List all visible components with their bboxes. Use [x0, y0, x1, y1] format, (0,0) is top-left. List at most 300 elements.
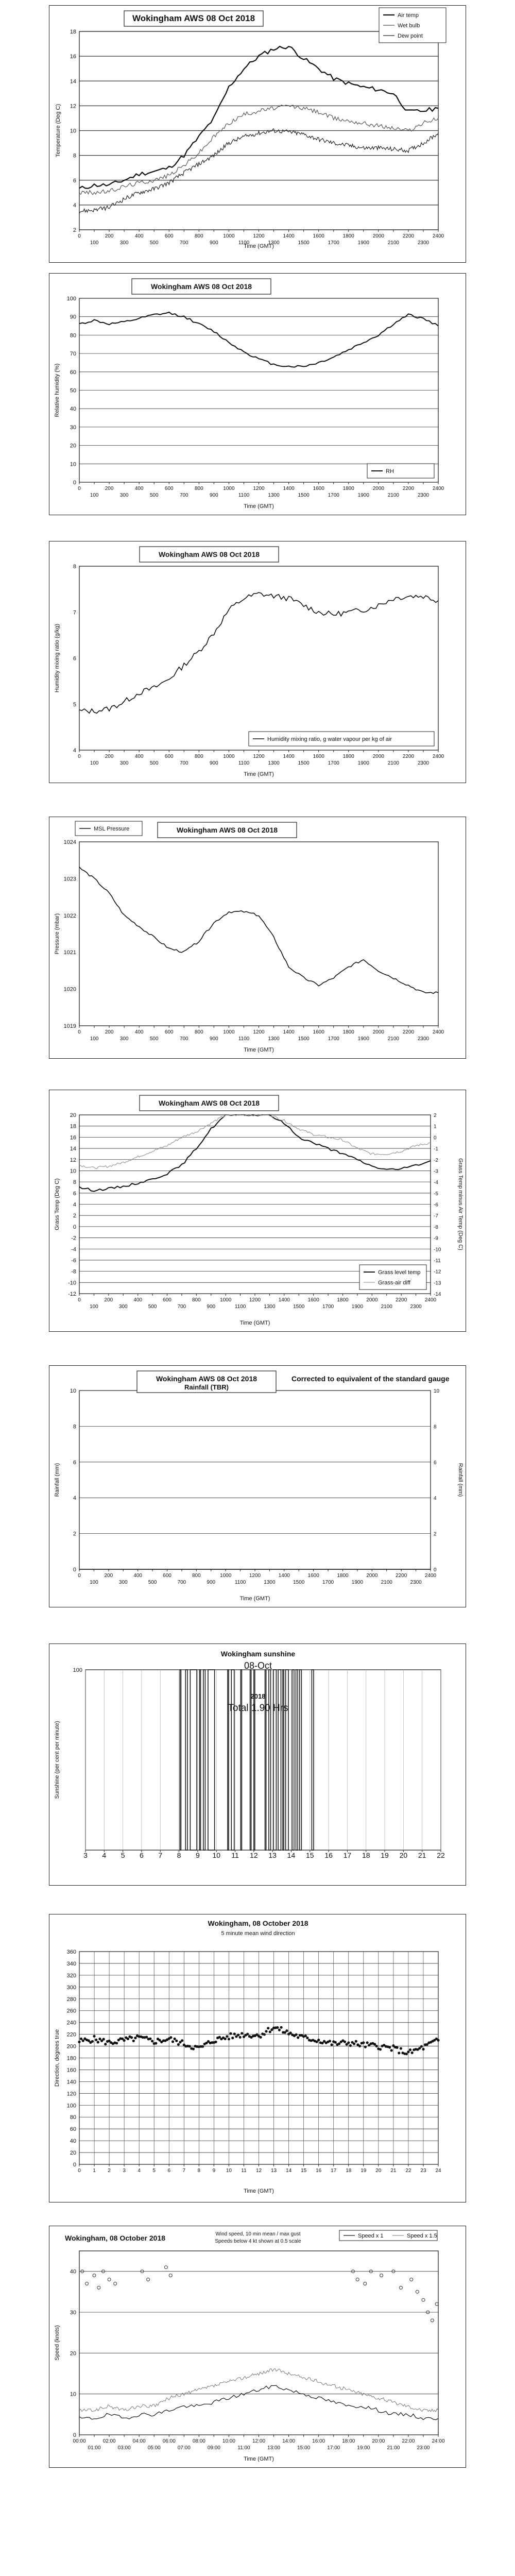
chart-mix-xtick-label: 800 [194, 754, 203, 759]
chart-grass-xtick-label: 1200 [249, 1297, 261, 1303]
chart-grass-xtick-label: 1100 [234, 1304, 246, 1310]
chart-grass-xtick-label: 1000 [220, 1297, 232, 1303]
chart-rain-xtick-label: 2000 [366, 1573, 378, 1579]
chart-rain-xtick-label: 500 [148, 1580, 157, 1585]
chart-wdir-ytick-label: 40 [70, 2138, 76, 2145]
chart-rain-xaxis-title: Time (GMT) [239, 1596, 270, 1602]
chart-pres-ytick-label: 1024 [63, 839, 76, 845]
chart-mix-xtick-label: 2000 [372, 754, 384, 759]
chart-temp-xtick-label: 2300 [417, 240, 430, 246]
chart-wspd-ytick-label: 10 [70, 2391, 76, 2398]
chart-wdir-point [269, 2030, 271, 2033]
chart-mix-title: Wokingham AWS 08 Oct 2018 [158, 550, 260, 558]
chart-wdir-point [174, 2038, 176, 2040]
chart-grass-y2tick-label: -8 [434, 1224, 438, 1230]
chart-wdir-title: Wokingham, 08 October 2018 [208, 1919, 308, 1927]
chart-wdir-xtick-label: 21 [390, 2168, 397, 2174]
chart-wdir-point [295, 2033, 298, 2036]
chart-grass-xtick-label: 300 [118, 1304, 128, 1310]
chart-rain-xtick-label: 900 [207, 1580, 216, 1585]
chart-wdir-xtick-label: 3 [123, 2168, 126, 2174]
chart-wspd-xtick-label: 21:00 [387, 2445, 400, 2451]
chart-wdir-point [260, 2036, 262, 2039]
chart-pres-xtick-label: 1600 [313, 1029, 324, 1035]
chart-wdir-xtick-label: 9 [212, 2168, 216, 2174]
chart-wdir-point [233, 2032, 236, 2035]
chart-wspd-xaxis-title: Time (GMT) [244, 2456, 274, 2462]
chart-wdir-xtick-label: 14 [286, 2168, 292, 2174]
chart-rh-xaxis-title: Time (GMT) [244, 503, 274, 510]
chart-wdir-xtick-label: 12 [255, 2168, 262, 2174]
chart-wdir-ytick-label: 340 [66, 1960, 76, 1967]
chart-wdir-point [355, 2040, 357, 2043]
chart-pres-ytick-label: 1021 [63, 950, 76, 956]
chart-temp-xtick-label: 2400 [432, 233, 444, 239]
chart-wdir-point [398, 2052, 400, 2054]
chart-wdir-point [115, 2042, 118, 2044]
chart-rh-xtick-label: 700 [179, 493, 188, 498]
chart-temp-xtick-label: 300 [119, 240, 129, 246]
chart-rain-xtick-label: 1900 [351, 1580, 364, 1585]
chart-rain-xtick-label: 600 [163, 1573, 171, 1579]
chart-wspd-xtick-label: 03:00 [117, 2445, 131, 2451]
chart-wdir-point [267, 2027, 269, 2029]
chart-rain-title: Wokingham AWS 08 Oct 2018 [156, 1375, 258, 1383]
chart-wdir-point [422, 2048, 424, 2050]
chart-rain-xtick-label: 200 [104, 1573, 113, 1579]
chart-wdir-ytick-label: 0 [73, 2162, 76, 2168]
chart-sun-ytick-label: 100 [73, 1667, 82, 1673]
chart-wdir-point [97, 2041, 99, 2043]
chart-grass-y2tick-label: -6 [434, 1202, 438, 1208]
chart-wdir-point [347, 2041, 350, 2044]
chart-rh-ytick-label: 40 [70, 406, 76, 413]
chart-mix-xtick-label: 0 [78, 754, 81, 759]
chart-sun-xtick-label: 20 [399, 1851, 408, 1859]
chart-wdir-ytick-label: 260 [66, 2008, 76, 2014]
chart-wdir-ytick-label: 240 [66, 2020, 76, 2026]
chart-rain-xtick-label: 1700 [322, 1580, 334, 1585]
chart-rh-ytick-label: 100 [66, 296, 76, 302]
chart-mix-xtick-label: 400 [134, 754, 144, 759]
chart-sun-xtick-label: 14 [287, 1851, 296, 1859]
chart-wspd-xtick-label: 23:00 [417, 2445, 430, 2451]
chart-temp-xtick-label: 400 [134, 233, 144, 239]
sunshine-chart [49, 1643, 466, 1886]
chart-grass-ytick-label: -8 [71, 1268, 76, 1275]
chart-wspd-xtick-label: 18:00 [342, 2438, 355, 2444]
chart-wdir-point [169, 2036, 172, 2039]
chart-pres-xtick-label: 200 [105, 1029, 114, 1035]
chart-rh-xtick-label: 2200 [402, 486, 415, 492]
chart-pres-xtick-label: 2300 [417, 1036, 430, 1042]
chart-rh-xtick-label: 200 [105, 486, 114, 492]
chart-mix-xtick-label: 1500 [298, 760, 310, 766]
chart-temp-xtick-label: 0 [78, 233, 81, 239]
chart-rh-xtick-label: 2000 [372, 486, 384, 492]
chart-rain-ytick-label: 4 [73, 1495, 76, 1502]
chart-pres-plot-area [79, 842, 438, 1026]
chart-grass-y2tick-label: -4 [434, 1180, 438, 1186]
chart-mix-xtick-label: 1300 [268, 760, 280, 766]
chart-rh-xtick-label: 2300 [417, 493, 430, 498]
chart-wdir-point [228, 2038, 230, 2040]
chart-wspd-subtitle2: Speeds below 4 kt shown at 0.5 scale [215, 2239, 301, 2244]
chart-wdir-point [177, 2043, 180, 2046]
chart-wdir-point [331, 2043, 333, 2046]
chart-wdir-xtick-label: 8 [197, 2168, 201, 2174]
chart-wspd-xtick-label: 12:00 [252, 2438, 266, 2444]
chart-grass-xtick-label: 1400 [278, 1297, 290, 1303]
chart-rh-title: Wokingham AWS 08 Oct 2018 [150, 282, 252, 291]
chart-temp-xtick-label: 1400 [283, 233, 295, 239]
chart-wdir-point [344, 2041, 346, 2043]
chart-grass-ytick-label: 16 [70, 1134, 76, 1141]
chart-mix-ytick-label: 6 [73, 655, 76, 662]
chart-rh-ytick-label: 90 [70, 314, 76, 320]
chart-mix-ytick-label: 4 [73, 748, 76, 754]
chart-rain-xtick-label: 2100 [381, 1580, 392, 1585]
chart-grass-xtick-label: 2200 [396, 1297, 407, 1303]
chart-grass-y2tick-label: -10 [434, 1247, 441, 1253]
chart-grass-xtick-label: 1700 [322, 1304, 334, 1310]
chart-wspd-xtick-label: 05:00 [147, 2445, 161, 2451]
chart-grass-ytick-label: -12 [68, 1291, 76, 1297]
chart-wdir-point [280, 2026, 283, 2029]
chart-wdir-point [201, 2045, 204, 2048]
chart-grass-ytick-label: 12 [70, 1157, 76, 1163]
chart-wdir-point [229, 2032, 232, 2035]
chart-rain-xtick-label: 100 [90, 1580, 98, 1585]
chart-mix-xtick-label: 1700 [328, 760, 339, 766]
chart-rain-xtick-label: 0 [78, 1573, 81, 1579]
chart-temp-xtick-label: 700 [179, 240, 188, 246]
chart-wdir-point [226, 2035, 228, 2038]
chart-wdir-point [297, 2036, 299, 2039]
chart-rh-ytick-label: 50 [70, 387, 76, 394]
chart-pres-yaxis-title: Pressure (mbar) [54, 913, 60, 955]
chart-rh-xtick-label: 1600 [313, 486, 324, 492]
chart-wspd-title: Wokingham, 08 October 2018 [65, 2234, 166, 2242]
chart-pres-xtick-label: 300 [119, 1036, 129, 1042]
chart-temp-xtick-label: 1600 [313, 233, 324, 239]
chart-rain-y2tick-label: 0 [434, 1567, 437, 1573]
chart-mix-xtick-label: 2400 [432, 754, 444, 759]
temperature-chart [49, 5, 466, 263]
chart-temp-ytick-label: 10 [70, 128, 76, 134]
chart-wdir-xtick-label: 13 [270, 2168, 277, 2174]
chart-rh-xtick-label: 1100 [238, 493, 250, 498]
chart-rain-xtick-label: 800 [192, 1573, 201, 1579]
chart-wspd-xtick-label: 20:00 [372, 2438, 385, 2444]
chart-rain-ytick-label: 2 [73, 1531, 76, 1537]
chart-wdir-point [278, 2029, 281, 2031]
chart-wspd-xtick-label: 02:00 [102, 2438, 116, 2444]
chart-temp-xtick-label: 2000 [372, 233, 384, 239]
chart-wdir-point [149, 2038, 151, 2040]
chart-rain-xtick-label: 1600 [307, 1573, 319, 1579]
wind-direction-chart [49, 1914, 466, 2202]
chart-wdir-yaxis-title: Direction, degrees true [54, 2029, 60, 2087]
chart-rh-xtick-label: 1900 [357, 493, 369, 498]
chart-rh-ytick-label: 80 [70, 332, 76, 339]
chart-grass-legend-label: Grass level temp [378, 1269, 421, 1276]
chart-wdir-point [246, 2033, 249, 2036]
chart-wdir-xtick-label: 4 [138, 2168, 141, 2174]
chart-rh-xtick-label: 2400 [432, 486, 444, 492]
pressure-chart [49, 817, 466, 1059]
chart-wspd-xtick-label: 01:00 [88, 2445, 101, 2451]
chart-wdir-point [145, 2036, 148, 2038]
chart-rh-xtick-label: 400 [134, 486, 144, 492]
chart-temp-xtick-label: 600 [164, 233, 174, 239]
chart-wdir-point [304, 2035, 307, 2037]
chart-rh-ytick-label: 20 [70, 443, 76, 449]
chart-wdir-xtick-label: 5 [152, 2168, 156, 2174]
chart-rain-ytick-label: 6 [73, 1459, 76, 1466]
chart-grass-ytick-label: 6 [73, 1190, 76, 1197]
chart-rh-xtick-label: 1400 [283, 486, 295, 492]
chart-pres-ytick-label: 1023 [63, 876, 76, 883]
chart-pres-xtick-label: 0 [78, 1029, 81, 1035]
chart-wdir-point [405, 2053, 408, 2055]
chart-wdir-point [102, 2038, 105, 2040]
chart-rain-y2tick-label: 6 [434, 1460, 437, 1466]
chart-grass-ytick-label: 10 [70, 1168, 76, 1175]
chart-rain-ytick-label: 10 [70, 1388, 76, 1394]
chart-rain-xtick-label: 1800 [337, 1573, 349, 1579]
chart-rh-xtick-label: 1200 [253, 486, 265, 492]
chart-rh-xtick-label: 1700 [328, 493, 339, 498]
chart-mix-xtick-label: 2100 [387, 760, 399, 766]
chart-wdir-xtick-label: 1 [93, 2168, 96, 2174]
chart-wspd-xtick-label: 13:00 [267, 2445, 281, 2451]
chart-temp-ytick-label: 18 [70, 29, 76, 35]
chart-grass-ytick-label: 8 [73, 1179, 76, 1186]
chart-wdir-point [349, 2044, 352, 2047]
chart-wdir-ytick-label: 280 [66, 1996, 76, 2003]
chart-temp-xtick-label: 2100 [387, 240, 399, 246]
chart-rh-xtick-label: 1300 [268, 493, 280, 498]
mixing-ratio-chart [49, 541, 466, 783]
chart-grass-y2tick-label: -14 [434, 1292, 441, 1297]
chart-temp-ytick-label: 4 [73, 202, 76, 209]
chart-grass-xtick-label: 200 [104, 1297, 113, 1303]
chart-sun-xtick-label: 22 [437, 1851, 445, 1859]
chart-wdir-point [317, 2039, 320, 2041]
chart-wdir-point [214, 2041, 217, 2043]
chart-rh-xtick-label: 800 [194, 486, 203, 492]
chart-grass-ytick-label: 0 [73, 1224, 76, 1230]
chart-pres-xtick-label: 2200 [402, 1029, 415, 1035]
chart-pres-ytick-label: 1022 [63, 912, 76, 919]
chart-rh-ytick-label: 30 [70, 424, 76, 431]
chart-wdir-point [400, 2047, 402, 2049]
chart-wspd-xtick-label: 16:00 [312, 2438, 325, 2444]
chart-wdir-point [93, 2035, 95, 2038]
chart-wdir-point [437, 2039, 439, 2042]
chart-rh-xtick-label: 600 [164, 486, 174, 492]
chart-sun-xtick-label: 4 [102, 1851, 107, 1859]
chart-wdir-xtick-label: 22 [405, 2168, 411, 2174]
chart-rain-xtick-label: 2400 [424, 1573, 437, 1579]
chart-wdir-point [231, 2037, 234, 2039]
chart-wdir-point [353, 2042, 355, 2045]
chart-rain-xtick-label: 1500 [293, 1580, 305, 1585]
chart-sun-xtick-label: 6 [140, 1851, 144, 1859]
chart-wdir-subtitle: 5 minute mean wind direction [221, 1930, 295, 1937]
chart-grass-xtick-label: 700 [177, 1304, 186, 1310]
chart-rain-y2tick-label: 2 [434, 1531, 437, 1537]
chart-grass-ytick-label: -4 [71, 1246, 76, 1253]
chart-sun-xtick-label: 15 [306, 1851, 314, 1859]
chart-wspd-legend-label: Speed x 1 [358, 2233, 384, 2239]
chart-sun-xtick-label: 11 [231, 1851, 239, 1859]
chart-rh-xtick-label: 2100 [387, 493, 399, 498]
chart-wdir-xtick-label: 11 [241, 2168, 247, 2174]
chart-pres-xtick-label: 800 [194, 1029, 203, 1035]
chart-rain-y2tick-label: 10 [434, 1388, 440, 1394]
chart-rh-ytick-label: 70 [70, 351, 76, 358]
chart-wdir-xtick-label: 24 [435, 2168, 441, 2174]
chart-grass-ytick-label: 2 [73, 1213, 76, 1219]
chart-mix-xtick-label: 900 [210, 760, 218, 766]
chart-temp-xtick-label: 500 [149, 240, 159, 246]
chart-wspd-ytick-label: 20 [70, 2350, 76, 2357]
chart-wdir-point [285, 2029, 288, 2032]
chart-sun-yaxis-title: Sunshine (per cent per minute) [54, 1721, 60, 1799]
chart-temp-ytick-label: 12 [70, 103, 76, 110]
chart-grass-xtick-label: 0 [78, 1297, 81, 1303]
chart-rh-xtick-label: 1500 [298, 493, 310, 498]
chart-wdir-point [151, 2040, 153, 2042]
chart-mix-legend-label: Humidity mixing ratio, g water vapour per kg of air [267, 736, 392, 742]
chart-wdir-point [241, 2032, 243, 2035]
chart-grass-y2tick-label: 1 [434, 1124, 437, 1130]
chart-temp-ytick-label: 8 [73, 152, 76, 159]
chart-rain-xtick-label: 2300 [410, 1580, 422, 1585]
chart-grass-xtick-label: 2100 [381, 1304, 392, 1310]
chart-temp-xtick-label: 100 [90, 240, 99, 246]
chart-rain-ytick-label: 8 [73, 1423, 76, 1430]
chart-wdir-xaxis-title: Time (GMT) [244, 2188, 274, 2194]
chart-pres-xtick-label: 1000 [223, 1029, 235, 1035]
chart-wdir-ytick-label: 300 [66, 1984, 76, 1991]
chart-temp-ytick-label: 16 [70, 54, 76, 60]
chart-grass-title: Wokingham AWS 08 Oct 2018 [158, 1099, 260, 1107]
chart-wdir-ytick-label: 20 [70, 2150, 76, 2157]
chart-wdir-ytick-label: 200 [66, 2043, 76, 2050]
chart-grass-xtick-label: 1600 [307, 1297, 319, 1303]
chart-wdir-point [263, 2033, 266, 2036]
chart-temp-xaxis-title: Time (GMT) [244, 243, 274, 249]
chart-temp-yaxis-title: Temperature (Deg C) [55, 104, 61, 158]
chart-wdir-point [364, 2046, 367, 2048]
chart-wspd-legend-label: Speed x 1.5 [407, 2233, 437, 2239]
chart-wdir-ytick-label: 220 [66, 2031, 76, 2038]
chart-wdir-ytick-label: 140 [66, 2079, 76, 2086]
chart-mix-yaxis-title: Humidity mixing ratio (g/kg) [54, 623, 60, 693]
chart-sun-xtick-label: 18 [362, 1851, 370, 1859]
chart-wdir-point [224, 2038, 227, 2040]
chart-wdir-point [420, 2045, 423, 2048]
chart-rain-subtitle: Rainfall (TBR) [184, 1383, 229, 1391]
chart-pres-xtick-label: 2100 [387, 1036, 399, 1042]
chart-rh-ytick-label: 60 [70, 369, 76, 376]
chart-wdir-point [276, 2026, 279, 2029]
chart-temp-ytick-label: 14 [70, 78, 76, 85]
chart-pres-xtick-label: 500 [149, 1036, 159, 1042]
chart-rh-ytick-label: 10 [70, 461, 76, 468]
chart-mix-xtick-label: 1900 [357, 760, 369, 766]
chart-wdir-xtick-label: 16 [316, 2168, 322, 2174]
chart-rh-xtick-label: 1800 [342, 486, 354, 492]
chart-wspd-subtitle: Wind speed, 10 min mean / max gust [215, 2231, 301, 2237]
chart-mix-ytick-label: 5 [73, 701, 76, 708]
chart-wdir-point [358, 2045, 361, 2047]
chart-sun-xtick-label: 13 [268, 1851, 277, 1859]
chart-rh-xtick-label: 1000 [223, 486, 235, 492]
chart-pres-title: Wokingham AWS 08 Oct 2018 [176, 826, 278, 834]
chart-pres-xtick-label: 1700 [328, 1036, 339, 1042]
chart-sun-date: 08-Oct [244, 1660, 272, 1671]
chart-grass-yaxis-right-title: Grass Temp minus Air Temp (Deg C) [457, 1158, 464, 1250]
chart-temp-legend-label: Air temp [398, 12, 419, 19]
chart-wspd-xtick-label: 11:00 [237, 2445, 250, 2451]
chart-temp-xtick-label: 1700 [328, 240, 339, 246]
chart-wdir-xtick-label: 6 [167, 2168, 171, 2174]
chart-wdir-point [188, 2045, 191, 2047]
chart-grass-ytick-label: 20 [70, 1112, 76, 1118]
chart-mix-xtick-label: 2300 [417, 760, 430, 766]
chart-wspd-xtick-label: 17:00 [327, 2445, 340, 2451]
chart-temp-xtick-label: 1500 [298, 240, 310, 246]
chart-grass-xtick-label: 900 [207, 1304, 216, 1310]
chart-sun-xtick-label: 10 [212, 1851, 220, 1859]
chart-pres-xtick-label: 400 [134, 1029, 144, 1035]
chart-pres-ytick-label: 1019 [63, 1023, 76, 1029]
chart-mix-xtick-label: 500 [149, 760, 159, 766]
chart-wdir-point [80, 2038, 82, 2040]
chart-rain-xtick-label: 1300 [264, 1580, 276, 1585]
chart-grass-xtick-label: 800 [192, 1297, 201, 1303]
chart-mix-xtick-label: 2200 [402, 754, 415, 759]
chart-wdir-ytick-label: 80 [70, 2114, 76, 2121]
chart-pres-xtick-label: 2000 [372, 1029, 384, 1035]
chart-pres-xtick-label: 1100 [238, 1036, 250, 1042]
chart-sun-xtick-label: 9 [195, 1851, 200, 1859]
chart-wdir-xtick-label: 0 [78, 2168, 81, 2174]
chart-grass-xtick-label: 1900 [351, 1304, 364, 1310]
chart-rain-yaxis-title: Rainfall (mm) [54, 1463, 60, 1497]
chart-wdir-xtick-label: 19 [360, 2168, 367, 2174]
chart-mix-xtick-label: 1800 [342, 754, 354, 759]
chart-mix-xtick-label: 200 [105, 754, 114, 759]
chart-rain-y2tick-label: 4 [434, 1496, 437, 1502]
chart-rain-xtick-label: 400 [133, 1573, 143, 1579]
chart-grass-ytick-label: 18 [70, 1123, 76, 1130]
chart-rain-note: Corrected to equivalent of the standard gauge [291, 1375, 450, 1383]
chart-wdir-point [411, 2052, 414, 2054]
chart-temp-xtick-label: 800 [194, 233, 203, 239]
chart-grass-xtick-label: 1800 [337, 1297, 349, 1303]
chart-temp-xtick-label: 900 [210, 240, 218, 246]
chart-pres-legend-label: MSL Pressure [94, 826, 130, 832]
chart-pres-xtick-label: 900 [210, 1036, 218, 1042]
chart-wspd-xtick-label: 06:00 [162, 2438, 176, 2444]
chart-grass-xaxis-title: Time (GMT) [239, 1320, 270, 1326]
chart-rain-xtick-label: 1400 [278, 1573, 290, 1579]
